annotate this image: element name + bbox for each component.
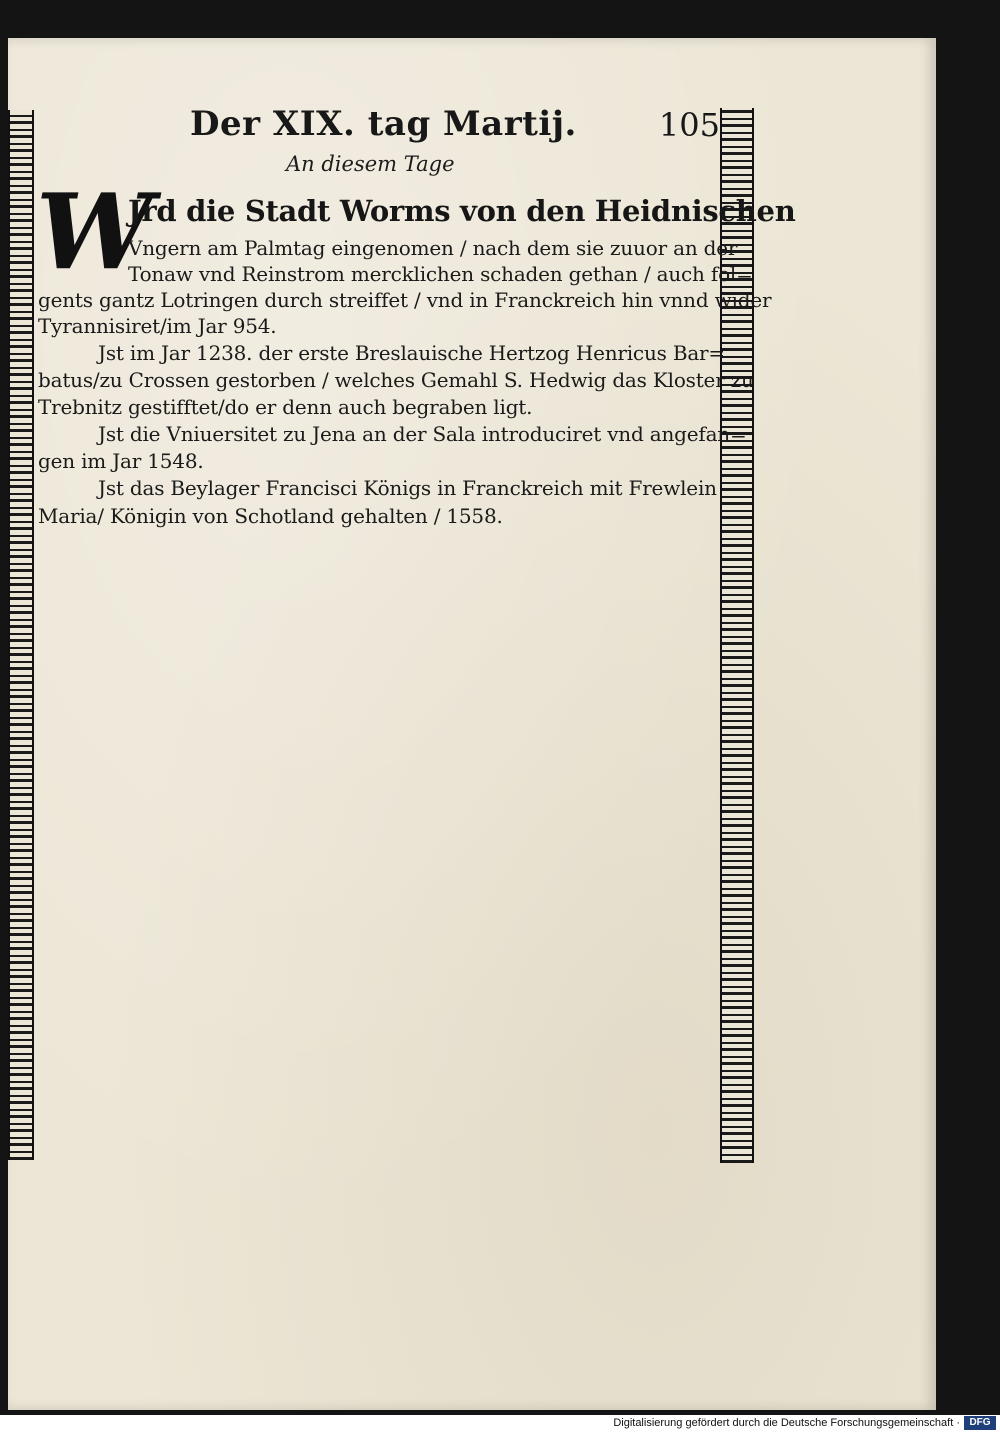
text-line: gen im Jar 1548. — [38, 449, 204, 473]
subheading: An diesem Tage — [286, 152, 455, 176]
left-ornamental-border — [8, 110, 34, 1160]
text-line: Tonaw vnd Reinstrom mercklichen schaden gethan / auch fol= — [128, 262, 753, 286]
text-line: Trebnitz gestifftet/do er denn auch begraben ligt. — [38, 395, 533, 419]
footer-credit: Digitalisierung gefördert durch die Deutsche Forschungsgemeinschaft · — [613, 1417, 960, 1429]
drop-initial: W — [36, 170, 153, 293]
text-line: Maria/ Königin von Schotland gehalten / 1558. — [38, 504, 503, 528]
lead-line: Jrd die Stadt Worms von den Heidnischen — [128, 194, 796, 228]
page-number: 105 — [658, 106, 720, 144]
text-line: gents gantz Lotringen durch streiffet / vnd in Franckreich hin vnnd wider — [38, 288, 772, 312]
page-header — [190, 104, 730, 154]
text-line: Vngern am Palmtag eingenomen / nach dem sie zuuor an der — [128, 236, 738, 260]
text-line: Tyrannisiret/im Jar 954. — [38, 314, 277, 338]
text-line: batus/zu Crossen gestorben / welches Gemahl S. Hedwig das Kloster zu — [38, 368, 754, 392]
dfg-logo: DFG — [964, 1416, 996, 1430]
running-title: Der XIX. tag Martij. — [190, 104, 577, 144]
text-line: Jst das Beylager Francisci Königs in Franckreich mit Frewlein — [98, 476, 717, 500]
text-line: Jst im Jar 1238. der erste Breslauische Hertzog Henricus Bar= — [98, 341, 725, 365]
text-line: Jst die Vniuersitet zu Jena an der Sala introduciret vnd angefan= — [98, 422, 747, 446]
